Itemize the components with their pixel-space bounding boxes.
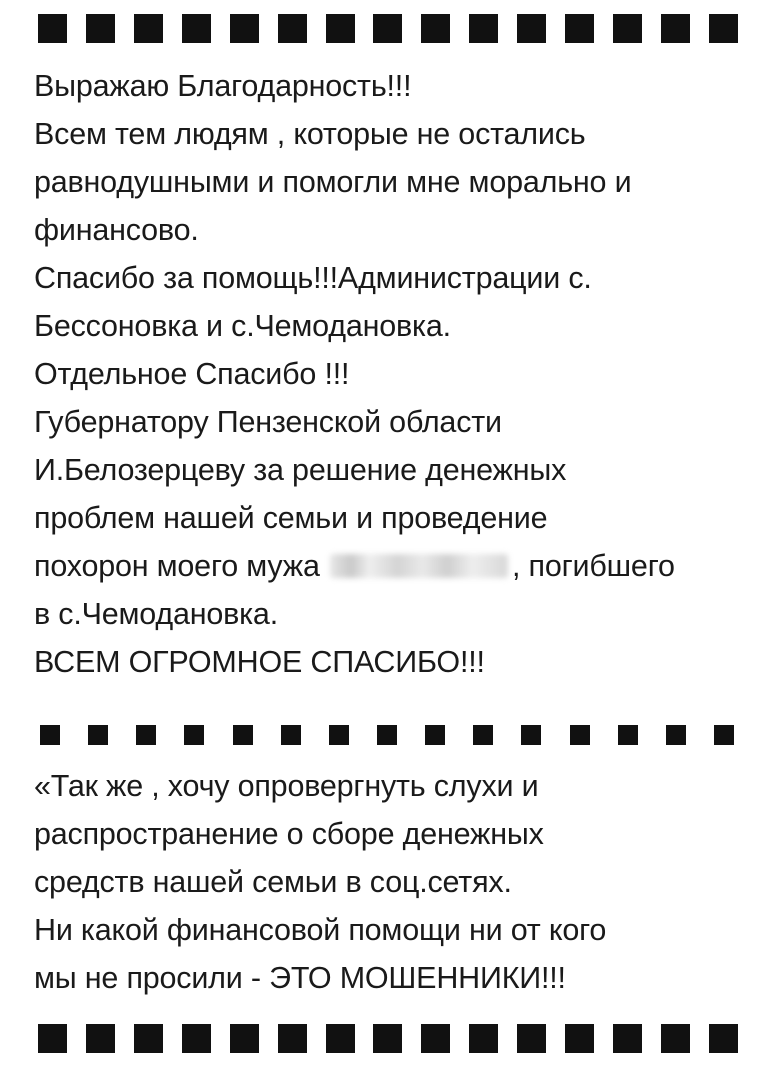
black-square-icon [613,1024,642,1053]
text-line-with-redaction [34,542,764,590]
black-square-icon [38,1024,67,1053]
black-square-icon [517,1024,546,1053]
blurred-name-redaction [330,554,508,578]
black-square-icon [709,1024,738,1053]
black-square-icon [230,1024,259,1053]
black-square-icon [278,1024,307,1053]
text-line: мы не просили - ЭТО МОШЕННИКИ!!! [34,961,566,995]
text-line: ВСЕМ ОГРОМНОЕ СПАСИБО!!! [34,645,485,679]
black-square-icon [565,14,594,43]
text-fragment: , погибшего [512,549,675,583]
black-square-icon [421,1024,450,1053]
black-square-icon [230,14,259,43]
text-line: Спасибо за помощь!!!Администрации с. [34,261,592,295]
black-square-icon [473,725,493,745]
black-square-icon [38,14,67,43]
black-square-icon [40,725,60,745]
gratitude-message [34,62,764,686]
text-line: Губернатору Пензенской области [34,405,502,439]
black-square-icon [329,725,349,745]
black-square-icon [377,725,397,745]
black-square-icon [182,14,211,43]
text-line: «Так же , хочу опровергнуть слухи и [34,769,539,803]
black-square-icon [88,725,108,745]
text-line: финансово. [34,213,199,247]
text-line: средств нашей семьи в соц.сетях. [34,865,512,899]
black-square-icon [666,725,686,745]
black-square-icon [373,14,402,43]
black-square-icon [425,725,445,745]
text-line: Отдельное Спасибо !!! [34,357,350,391]
black-square-icon [517,14,546,43]
bottom-square-divider [0,1024,776,1053]
black-square-icon [709,14,738,43]
black-square-icon [714,725,734,745]
black-square-icon [326,14,355,43]
black-square-icon [521,725,541,745]
top-square-divider [0,14,776,43]
black-square-icon [661,14,690,43]
black-square-icon [134,14,163,43]
middle-square-divider [0,725,776,745]
black-square-icon [281,725,301,745]
text-fragment: похорон моего мужа [34,549,320,583]
black-square-icon [326,1024,355,1053]
black-square-icon [373,1024,402,1053]
text-line: распространение о сборе денежных [34,817,544,851]
black-square-icon [565,1024,594,1053]
black-square-icon [233,725,253,745]
black-square-icon [618,725,638,745]
black-square-icon [570,725,590,745]
black-square-icon [469,1024,498,1053]
text-line: И.Белозерцеву за решение денежных [34,453,567,487]
text-line: в с.Чемодановка. [34,597,278,631]
text-line: Ни какой финансовой помощи ни от кого [34,913,607,947]
black-square-icon [278,14,307,43]
black-square-icon [86,1024,115,1053]
black-square-icon [86,14,115,43]
black-square-icon [134,1024,163,1053]
black-square-icon [661,1024,690,1053]
black-square-icon [136,725,156,745]
text-line: проблем нашей семьи и проведение [34,501,548,535]
black-square-icon [469,14,498,43]
text-line: Бессоновка и с.Чемодановка. [34,309,451,343]
black-square-icon [613,14,642,43]
text-line: Всем тем людям , которые не остались [34,117,586,151]
black-square-icon [182,1024,211,1053]
text-line: Выражаю Благодарность!!! [34,69,412,103]
black-square-icon [421,14,450,43]
rumor-denial-message [34,762,764,1002]
black-square-icon [184,725,204,745]
text-line: равнодушными и помогли мне морально и [34,165,632,199]
